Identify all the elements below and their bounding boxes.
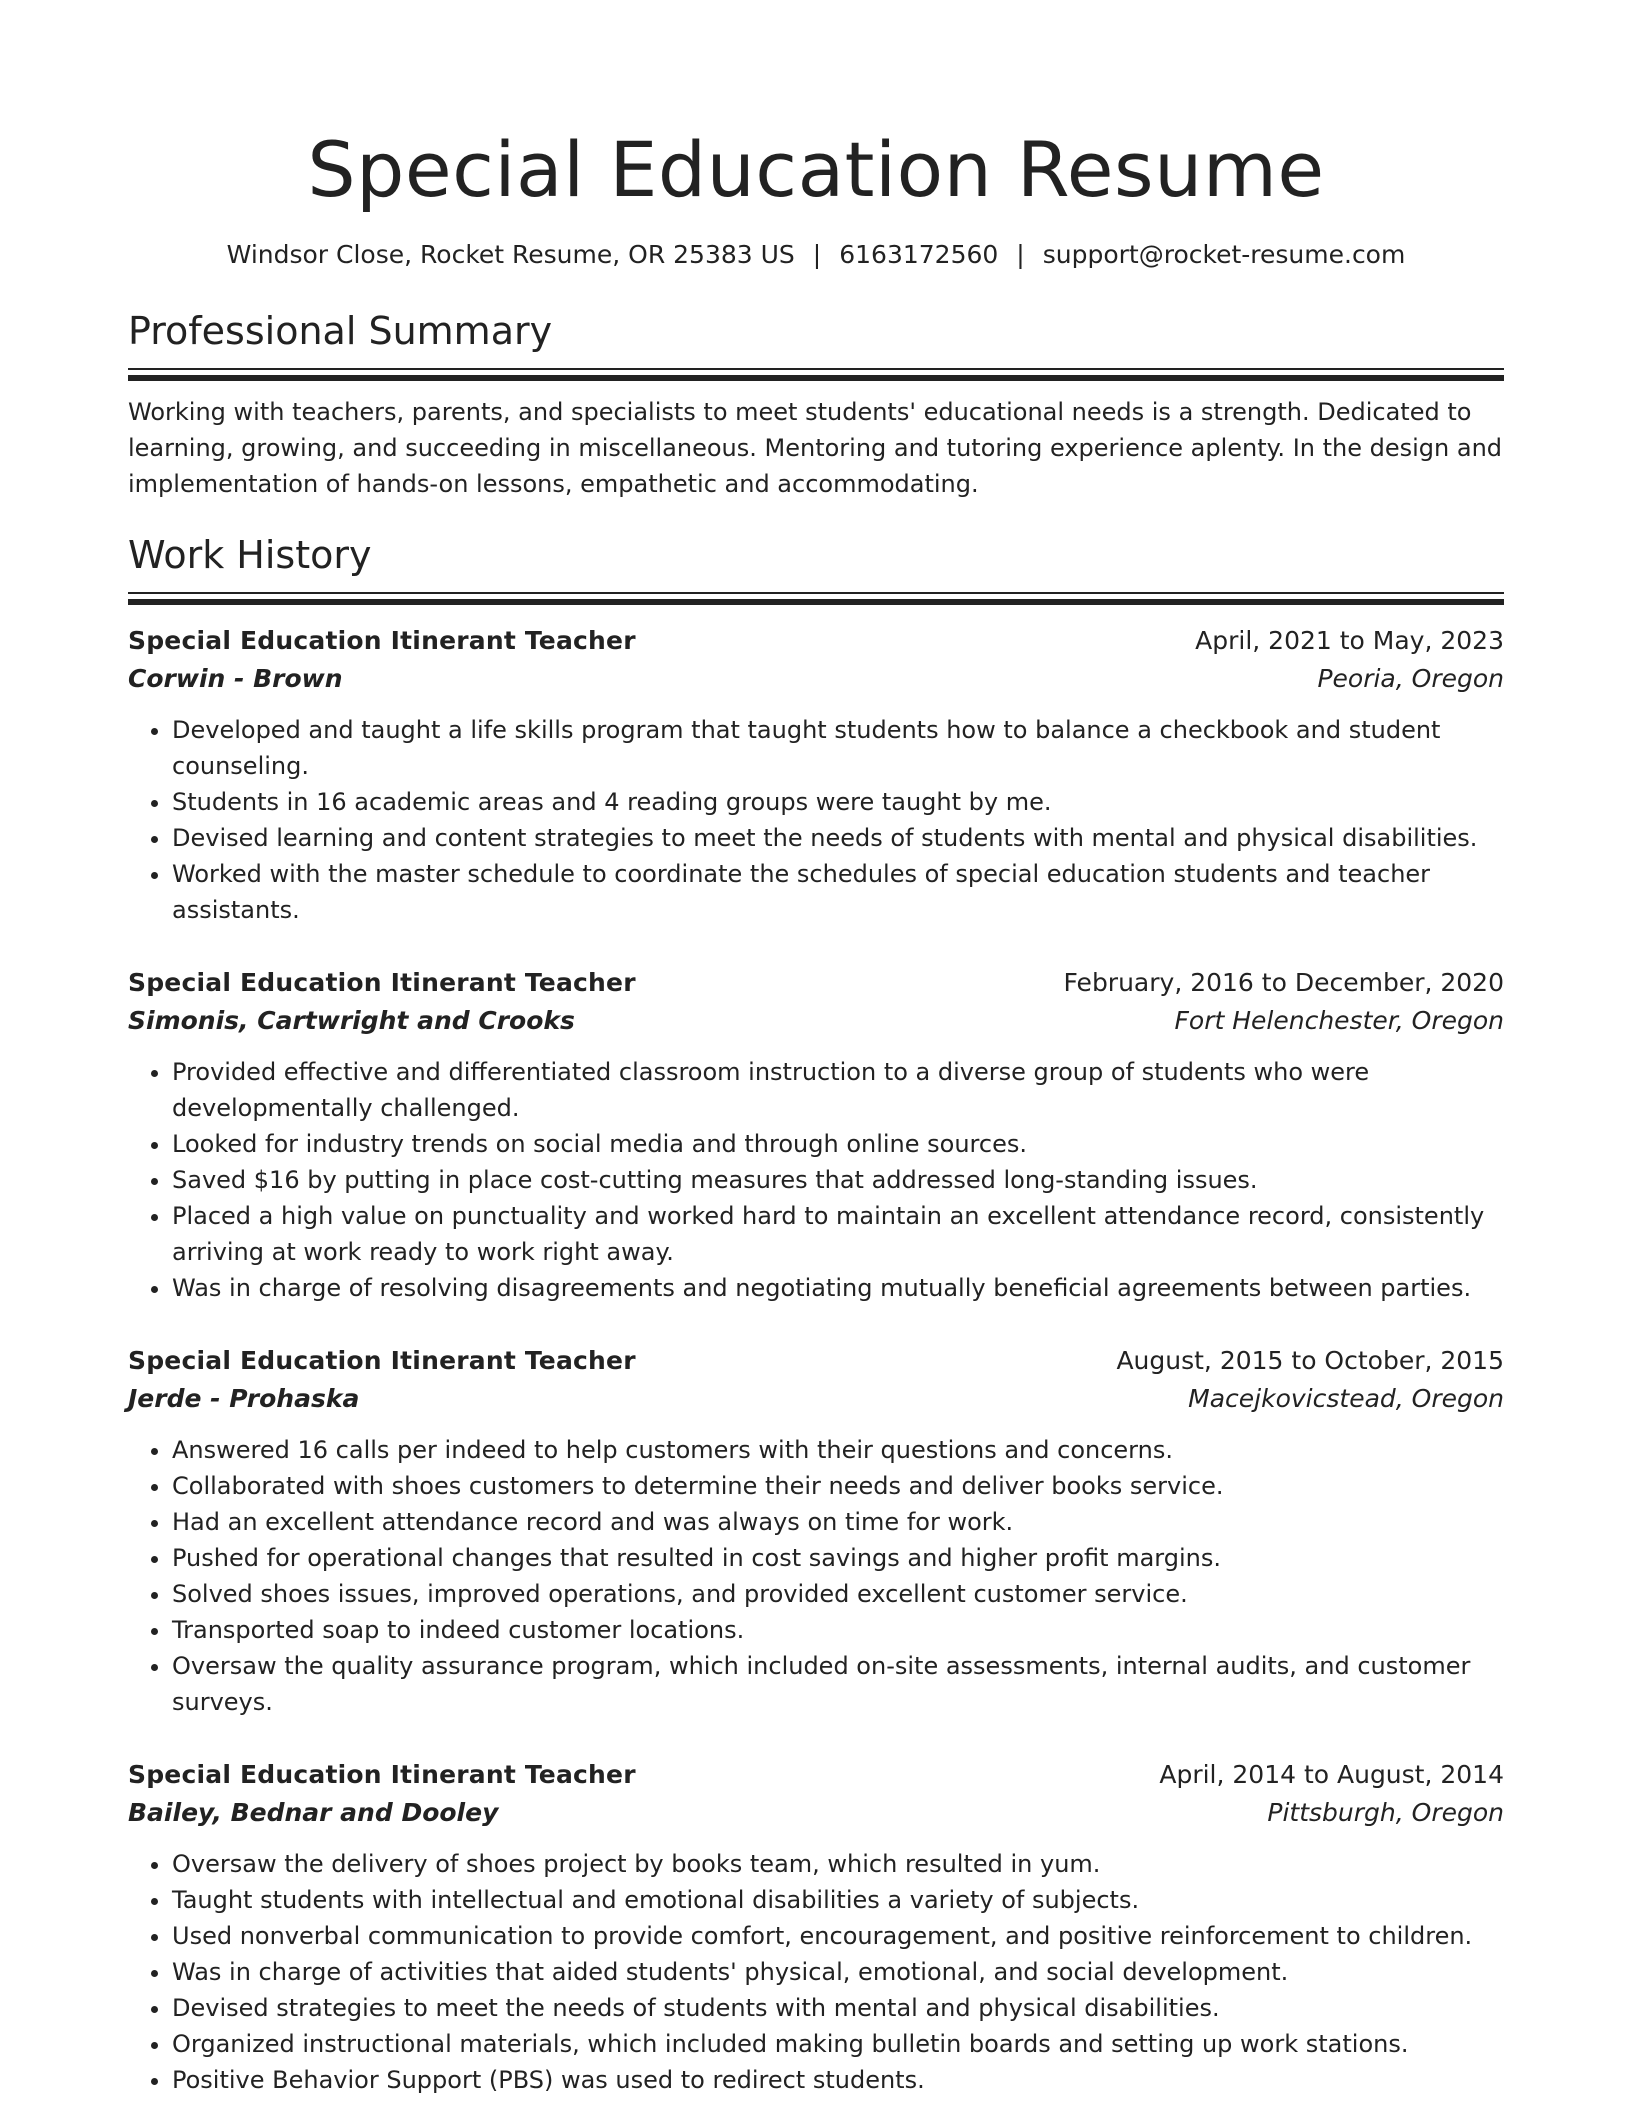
job-bullet: • Devised strategies to meet the needs of students with mental and physical disabilities. [172,1990,1504,2026]
work-history-section [128,530,1504,2098]
job-company-row [128,660,1504,698]
job-bullet: • Pushed for operational changes that resulted in cost savings and higher profit margins. [172,1540,1504,1576]
job-bullet: • Developed and taught a life skills program that taught students how to balance a checkbook and student counseling. [172,712,1504,784]
job-company-row [128,1002,1504,1040]
job-location: Fort Helenchester, Oregon [1174,1006,1504,1035]
job-bullet: • Provided effective and differentiated classroom instruction to a diverse group of students who were developmentally challenged. [172,1054,1504,1126]
summary-text: Working with teachers, parents, and specialists to meet students' educational needs is a strength. Dedicated to learning, growing, and succeeding in miscellaneous. Mentoring and tutoring experience aplenty. In the design and implementation of hands-on lessons, empathetic and accommodating. [128,398,1503,498]
job-bullet: • Oversaw the delivery of shoes project by books team, which resulted in yum. [172,1846,1504,1882]
job-bullet: • Worked with the master schedule to coordinate the schedules of special education students and teacher assistants. [172,856,1504,928]
job-bullet: • Taught students with intellectual and emotional disabilities a variety of subjects. [172,1882,1504,1918]
section-heading: Professional Summary [128,309,553,353]
job-list [128,622,1504,2098]
job-title: Special Education Itinerant Teacher [128,626,636,655]
job-bullet-list [128,1054,1504,1306]
job-title: Special Education Itinerant Teacher [128,968,636,997]
job-header-row [128,1342,1504,1380]
professional-summary-section [128,306,1504,502]
job-bullet-list [128,1432,1504,1720]
job-location: Macejkovicstead, Oregon [1188,1384,1504,1413]
job-bullet: • Answered 16 calls per indeed to help customers with their questions and concerns. [172,1432,1504,1468]
section-divider [128,368,1504,380]
job-entry [128,964,1504,1306]
job-bullet: • Collaborated with shoes customers to determine their needs and deliver books service. [172,1468,1504,1504]
job-bullet: • Used nonverbal communication to provide comfort, encouragement, and positive reinforcement to children. [172,1918,1504,1954]
job-company-row [128,1380,1504,1418]
job-bullet: • Students in 16 academic areas and 4 reading groups were taught by me. [172,784,1504,820]
job-bullet-list [128,1846,1504,2098]
contact-address: Windsor Close, Rocket Resume, OR 25383 US [226,240,795,269]
job-bullet: • Devised learning and content strategies to meet the needs of students with mental and physical disabilities. [172,820,1504,856]
section-heading: Work History [128,533,372,577]
job-entry [128,1756,1504,2098]
job-bullet: • Oversaw the quality assurance program, which included on-site assessments, internal audits, and customer surveys. [172,1648,1504,1720]
job-title: Special Education Itinerant Teacher [128,1346,636,1375]
job-header-row [128,1756,1504,1794]
job-title: Special Education Itinerant Teacher [128,1760,636,1789]
contact-separator: | [1016,240,1025,269]
job-bullet: • Looked for industry trends on social media and through online sources. [172,1126,1504,1162]
job-header-row [128,964,1504,1002]
job-bullet: • Was in charge of activities that aided students' physical, emotional, and social development. [172,1954,1504,1990]
job-location: Pittsburgh, Oregon [1267,1798,1504,1827]
job-bullet-list [128,712,1504,928]
resume-page [128,0,1504,2098]
job-bullet: • Positive Behavior Support (PBS) was used to redirect students. [172,2062,1504,2098]
section-divider [128,592,1504,604]
resume-title: Special Education Resume [307,125,1325,214]
job-dates: April, 2021 to May, 2023 [1195,626,1504,655]
job-company: Simonis, Cartwright and Crooks [128,1006,575,1035]
job-company-row [128,1794,1504,1832]
job-bullet: • Transported soap to indeed customer locations. [172,1612,1504,1648]
job-bullet: • Organized instructional materials, which included making bulletin boards and setting up work stations. [172,2026,1504,2062]
job-company: Corwin - Brown [128,664,343,693]
job-entry [128,1342,1504,1720]
contact-email: support@rocket-resume.com [1042,240,1406,269]
contact-phone: 6163172560 [839,240,999,269]
contact-line [128,238,1504,272]
job-entry [128,622,1504,928]
job-bullet: • Solved shoes issues, improved operations, and provided excellent customer service. [172,1576,1504,1612]
job-dates: April, 2014 to August, 2014 [1159,1760,1504,1789]
job-dates: August, 2015 to October, 2015 [1116,1346,1504,1375]
job-header-row [128,622,1504,660]
job-company: Jerde - Prohaska [128,1384,360,1413]
job-bullet: • Had an excellent attendance record and was always on time for work. [172,1504,1504,1540]
job-bullet: • Placed a high value on punctuality and worked hard to maintain an excellent attendance record, consistently arriving at work ready to work right away. [172,1198,1504,1270]
job-bullet: • Was in charge of resolving disagreements and negotiating mutually beneficial agreements between parties. [172,1270,1504,1306]
job-location: Peoria, Oregon [1317,664,1504,693]
contact-separator: | [812,240,822,269]
job-dates: February, 2016 to December, 2020 [1063,968,1504,997]
job-company: Bailey, Bednar and Dooley [128,1798,499,1827]
job-bullet: • Saved $16 by putting in place cost-cutting measures that addressed long-standing issues. [172,1162,1504,1198]
